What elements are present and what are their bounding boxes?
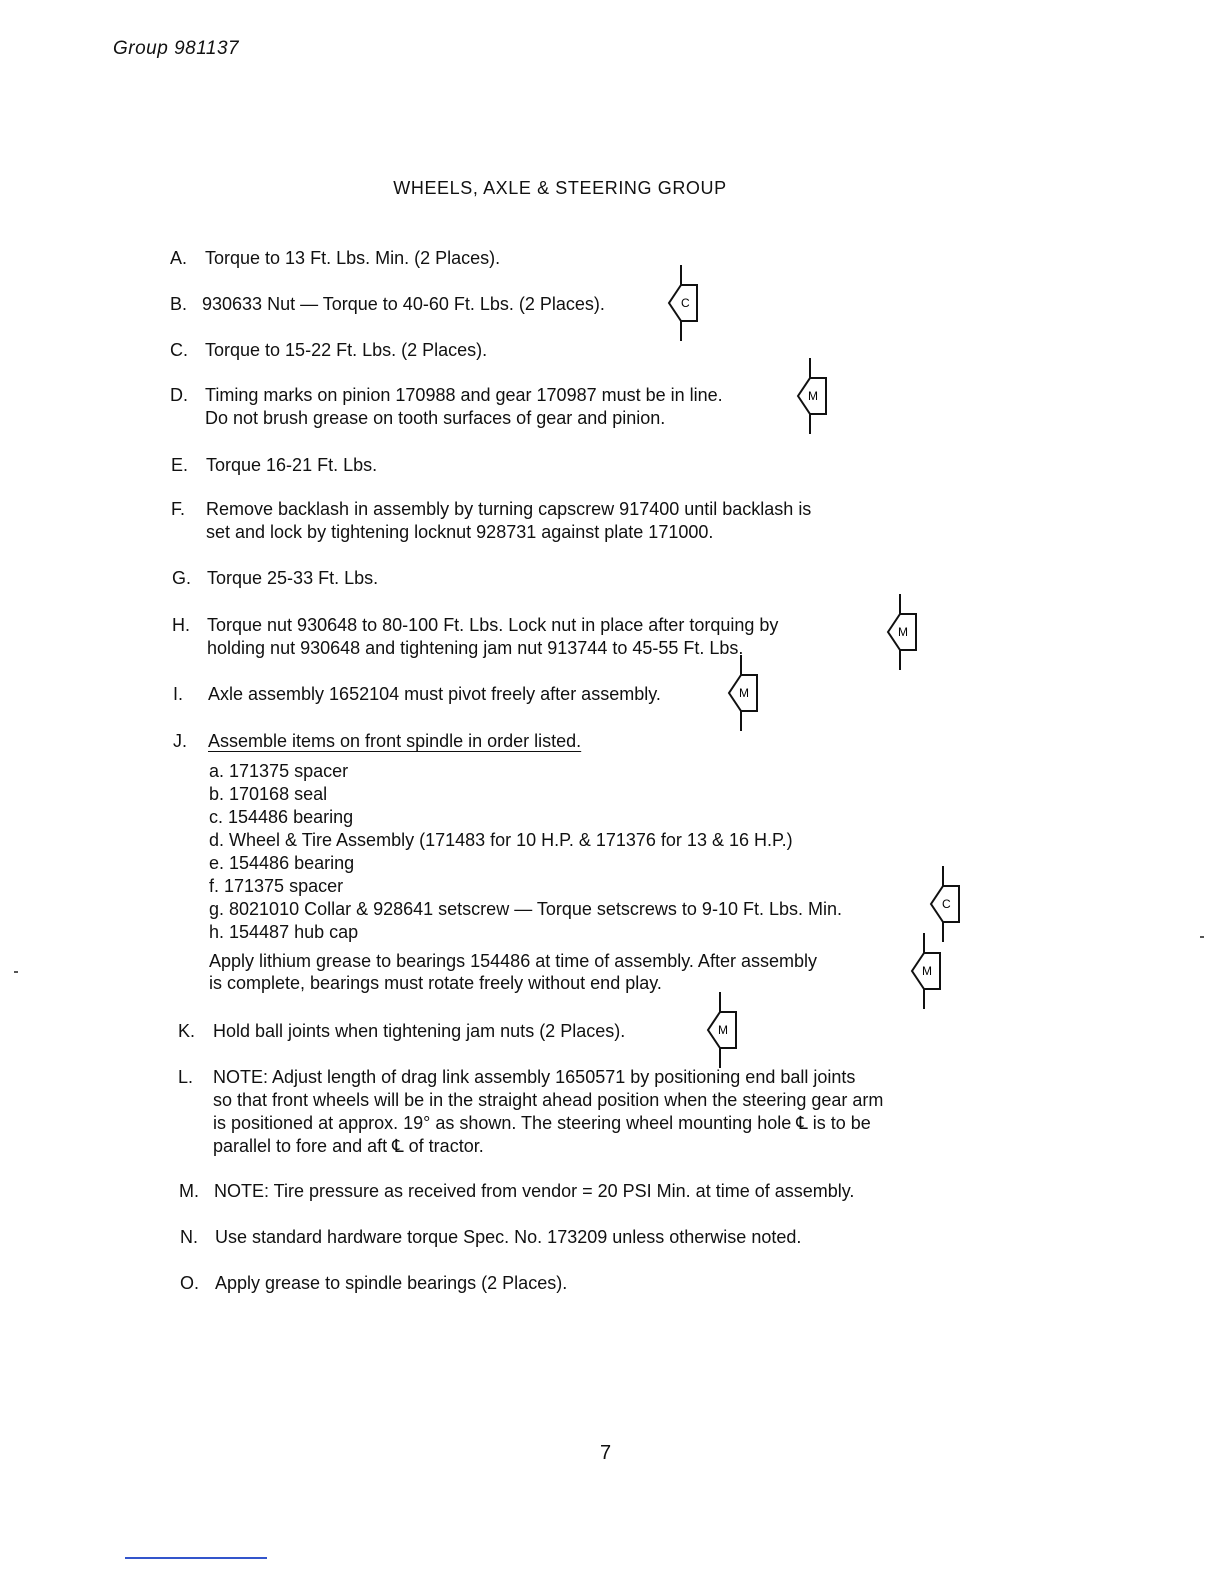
item-line: Torque 25-33 Ft. Lbs. — [207, 568, 379, 588]
item-letter: F. — [171, 499, 186, 519]
note-line: Apply lithium grease to bearings 154486 at time of assembly. After assembly — [209, 951, 817, 971]
item-letter: D. — [170, 385, 188, 405]
item-line: NOTE: Tire pressure as received from vendor = 20 PSI Min. at time of assembly. — [214, 1181, 855, 1201]
list-item: d. Wheel & Tire Assembly (171483 for 10 H.P. & 171376 for 13 & 16 H.P.) — [209, 830, 793, 850]
list-item: c. 154486 bearing — [209, 807, 354, 827]
flag-letter: M — [922, 964, 932, 978]
flag-letter: C — [681, 296, 690, 310]
item-line: Torque to 15-22 Ft. Lbs. (2 Places). — [205, 340, 488, 360]
list-item: h. 154487 hub cap — [209, 922, 359, 942]
item-line: Assemble items on front spindle in order listed. — [208, 731, 582, 751]
flag-m-icon — [727, 653, 763, 733]
list-item: a. 171375 spacer — [209, 761, 349, 781]
list-item: f. 171375 spacer — [209, 876, 344, 896]
flag-m-icon — [886, 592, 922, 672]
item-letter: B. — [170, 294, 188, 314]
item-letter: A. — [170, 248, 188, 268]
group-label: Group 981137 — [113, 38, 240, 59]
flag-letter: M — [808, 389, 818, 403]
item-line: Use standard hardware torque Spec. No. 173209 unless otherwise noted. — [215, 1227, 802, 1247]
page-title: WHEELS, AXLE & STEERING GROUP — [393, 178, 727, 198]
flag-c-icon — [667, 263, 703, 343]
list-item: g. 8021010 Collar & 928641 setscrew — Torque setscrews to 9-10 Ft. Lbs. Min. — [209, 899, 842, 919]
assembly-sub-list — [209, 760, 842, 994]
item-line: holding nut 930648 and tightening jam nut 913744 to 45-55 Ft. Lbs. — [207, 638, 744, 658]
item-letter: I. — [173, 684, 184, 704]
item-line: so that front wheels will be in the straight ahead position when the steering gear arm — [213, 1090, 884, 1110]
flag-m-icon — [910, 931, 946, 1011]
item-line: Torque nut 930648 to 80-100 Ft. Lbs. Lock nut in place after torquing by — [207, 615, 779, 635]
page-number: 7 — [600, 1442, 612, 1464]
item-letter: M. — [179, 1181, 199, 1201]
item-line: parallel to fore and aft ℄ of tractor. — [213, 1136, 484, 1156]
item-line: 930633 Nut — Torque to 40-60 Ft. Lbs. (2 Places). — [202, 294, 605, 314]
item-line: Hold ball joints when tightening jam nuts (2 Places). — [213, 1021, 626, 1041]
item-letter: C. — [170, 340, 188, 360]
item-letter: E. — [171, 455, 189, 475]
footer-rule — [125, 1557, 267, 1559]
item-line: set and lock by tightening locknut 928731 against plate 171000. — [206, 522, 714, 542]
item-letter: K. — [178, 1021, 196, 1041]
item-letter: H. — [172, 615, 190, 635]
flag-letter: C — [942, 897, 951, 911]
flag-letter: M — [718, 1023, 728, 1037]
scan-mark — [14, 971, 18, 973]
list-item: b. 170168 seal — [209, 784, 328, 804]
item-line: Remove backlash in assembly by turning capscrew 917400 until backlash is — [206, 499, 812, 519]
item-letter: O. — [180, 1273, 200, 1293]
flag-m-icon — [706, 990, 742, 1070]
item-line: Torque to 13 Ft. Lbs. Min. (2 Places). — [205, 248, 501, 268]
item-line: NOTE: Adjust length of drag link assembly 1650571 by positioning end ball joints — [213, 1067, 856, 1087]
flag-letter: M — [739, 686, 749, 700]
flag-letter: M — [898, 625, 908, 639]
item-line: Timing marks on pinion 170988 and gear 170987 must be in line. — [205, 385, 723, 405]
item-line: Axle assembly 1652104 must pivot freely after assembly. — [208, 684, 661, 704]
list-item: e. 154486 bearing — [209, 853, 355, 873]
item-line: Torque 16-21 Ft. Lbs. — [206, 455, 378, 475]
note-line: is complete, bearings must rotate freely without end play. — [209, 973, 662, 993]
item-letter: J. — [173, 731, 188, 751]
item-letter: G. — [172, 568, 192, 588]
item-letter: N. — [180, 1227, 198, 1247]
item-letter: L. — [178, 1067, 194, 1087]
flag-m-icon — [796, 356, 832, 436]
item-line: Apply grease to spindle bearings (2 Places). — [215, 1273, 568, 1293]
item-line: is positioned at approx. 19° as shown. The steering wheel mounting hole ℄ is to be — [213, 1113, 871, 1133]
item-line: Do not brush grease on tooth surfaces of gear and pinion. — [205, 408, 666, 428]
lithium-grease-note — [209, 950, 842, 994]
scan-mark — [1200, 936, 1204, 938]
